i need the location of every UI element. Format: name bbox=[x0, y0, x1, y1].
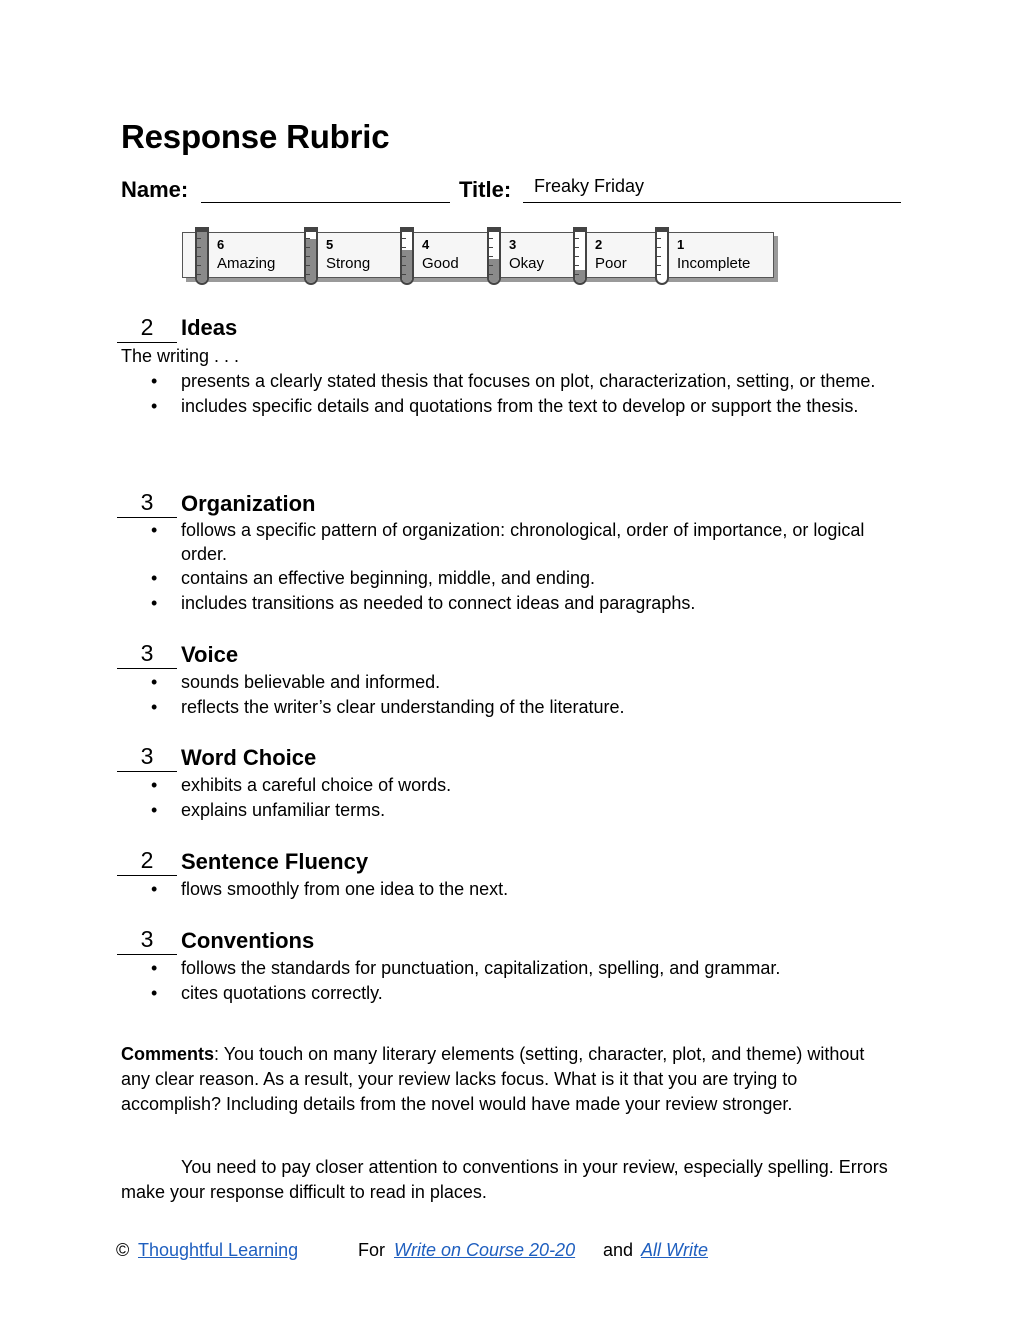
section-heading-ideas: Ideas bbox=[181, 315, 238, 340]
comments-paragraph-2: You need to pay closer attention to conventions in your review, especially spelling. Errors make your response difficult to read in places. bbox=[121, 1157, 888, 1202]
tick-mark bbox=[657, 256, 661, 257]
score-line bbox=[117, 771, 177, 772]
tick-mark bbox=[657, 247, 661, 248]
thermometer-icon bbox=[304, 227, 318, 285]
tick-mark bbox=[197, 274, 201, 275]
comments-text: : You touch on many literary elements (setting, character, plot, and theme) without any clear reason. As a result, your review lacks focus. What is it that you are trying to accomplish? Including details from the novel would have made your review stronger. bbox=[121, 1044, 865, 1114]
list-item: • follows the standards for punctuation, capitalization, spelling, and grammar. bbox=[121, 957, 901, 981]
tick-mark bbox=[489, 265, 493, 266]
tick-mark bbox=[489, 274, 493, 275]
scale-word: Strong bbox=[326, 255, 371, 272]
list-item: • explains unfamiliar terms. bbox=[121, 799, 901, 823]
score-line bbox=[117, 517, 177, 518]
section-intro: The writing . . . bbox=[121, 346, 240, 366]
score-organization[interactable]: 3 bbox=[140, 489, 154, 515]
list-item: • includes transitions as needed to connect ideas and paragraphs. bbox=[121, 592, 901, 616]
score-voice[interactable]: 3 bbox=[140, 640, 154, 666]
bullet-list-organization bbox=[121, 519, 901, 616]
score-sentence-fluency[interactable]: 2 bbox=[140, 847, 154, 873]
tick-mark bbox=[575, 265, 579, 266]
scale-number: 3 bbox=[509, 237, 517, 252]
rating-scale bbox=[182, 232, 774, 278]
copyright-symbol: © bbox=[116, 1240, 130, 1260]
score-line bbox=[117, 342, 177, 343]
scale-number: 5 bbox=[326, 237, 334, 252]
title-field[interactable] bbox=[523, 202, 901, 203]
list-item: • follows a specific pattern of organization: chronological, order of importance, or logical order. bbox=[121, 519, 901, 566]
title-label: Title: bbox=[459, 177, 512, 202]
page-title: Response Rubric bbox=[121, 118, 390, 155]
tick-mark bbox=[489, 238, 493, 239]
thermometer-icon bbox=[400, 227, 414, 285]
bullet-list-conventions bbox=[121, 957, 901, 1006]
bullet-list-word-choice bbox=[121, 774, 901, 823]
tick-mark bbox=[402, 247, 406, 248]
scale-word: Poor bbox=[595, 255, 627, 272]
section-heading-sentence-fluency: Sentence Fluency bbox=[181, 849, 369, 874]
section-heading-organization: Organization bbox=[181, 491, 316, 516]
list-item: • sounds believable and informed. bbox=[121, 671, 901, 695]
scale-number: 2 bbox=[595, 237, 603, 252]
section-heading-voice: Voice bbox=[181, 642, 239, 667]
list-item: • cites quotations correctly. bbox=[121, 982, 901, 1006]
comments-label: Comments bbox=[121, 1044, 215, 1064]
score-ideas[interactable]: 2 bbox=[140, 314, 154, 340]
score-line bbox=[117, 668, 177, 669]
tick-mark bbox=[489, 256, 493, 257]
scale-number: 6 bbox=[217, 237, 225, 252]
tick-mark bbox=[306, 247, 310, 248]
list-item: • contains an effective beginning, middle, and ending. bbox=[121, 567, 901, 591]
tick-mark bbox=[657, 274, 661, 275]
thermometer-icon bbox=[487, 227, 501, 285]
scale-word: Incomplete bbox=[677, 255, 751, 272]
thoughtful-learning-link[interactable]: Thoughtful Learning bbox=[138, 1240, 299, 1260]
tick-mark bbox=[575, 256, 579, 257]
footer-and-text: and bbox=[603, 1240, 634, 1260]
list-item: • reflects the writer’s clear understanding of the literature. bbox=[121, 696, 901, 720]
list-item: • presents a clearly stated thesis that focuses on plot, characterization, setting, or theme. bbox=[121, 370, 901, 394]
bullet-list-sentence-fluency bbox=[121, 878, 901, 903]
score-line bbox=[117, 875, 177, 876]
tick-mark bbox=[197, 238, 201, 239]
name-label: Name: bbox=[121, 177, 189, 202]
scale-word: Good bbox=[422, 255, 459, 272]
scale-number: 1 bbox=[677, 237, 685, 252]
bullet-list-ideas bbox=[121, 370, 901, 419]
title-value: Freaky Friday bbox=[534, 176, 645, 196]
tick-mark bbox=[402, 274, 406, 275]
list-item: • flows smoothly from one idea to the next. bbox=[121, 878, 901, 902]
name-field[interactable] bbox=[201, 202, 450, 203]
tick-mark bbox=[489, 247, 493, 248]
tick-mark bbox=[197, 247, 201, 248]
scale-number: 4 bbox=[422, 237, 430, 252]
scale-word: Amazing bbox=[217, 255, 276, 272]
thermometer-icon bbox=[573, 227, 587, 285]
section-heading-word-choice: Word Choice bbox=[181, 745, 317, 770]
tick-mark bbox=[197, 265, 201, 266]
tick-mark bbox=[306, 274, 310, 275]
tick-mark bbox=[306, 238, 310, 239]
list-item: • exhibits a careful choice of words. bbox=[121, 774, 901, 798]
tick-mark bbox=[306, 256, 310, 257]
comments-paragraph bbox=[121, 1042, 896, 1117]
tick-mark bbox=[657, 265, 661, 266]
tick-mark bbox=[402, 265, 406, 266]
tick-mark bbox=[575, 247, 579, 248]
all-write-link[interactable]: All Write bbox=[641, 1240, 708, 1260]
write-on-course-link[interactable]: Write on Course 20-20 bbox=[394, 1240, 576, 1260]
score-word-choice[interactable]: 3 bbox=[140, 743, 154, 769]
tick-mark bbox=[402, 256, 406, 257]
thermometer-icon bbox=[195, 227, 209, 285]
score-line bbox=[117, 954, 177, 955]
thermometer-icon bbox=[655, 227, 669, 285]
tick-mark bbox=[657, 238, 661, 239]
section-heading-conventions: Conventions bbox=[181, 928, 315, 953]
list-item: • includes specific details and quotations from the text to develop or support the thesis. bbox=[121, 395, 901, 419]
tick-mark bbox=[306, 265, 310, 266]
bullet-list-voice bbox=[121, 671, 901, 720]
tick-mark bbox=[575, 274, 579, 275]
footer-for-text: For bbox=[358, 1240, 385, 1260]
tick-mark bbox=[575, 238, 579, 239]
scale-word: Okay bbox=[509, 255, 545, 272]
tick-mark bbox=[197, 256, 201, 257]
tick-mark bbox=[402, 238, 406, 239]
score-conventions[interactable]: 3 bbox=[140, 926, 154, 952]
